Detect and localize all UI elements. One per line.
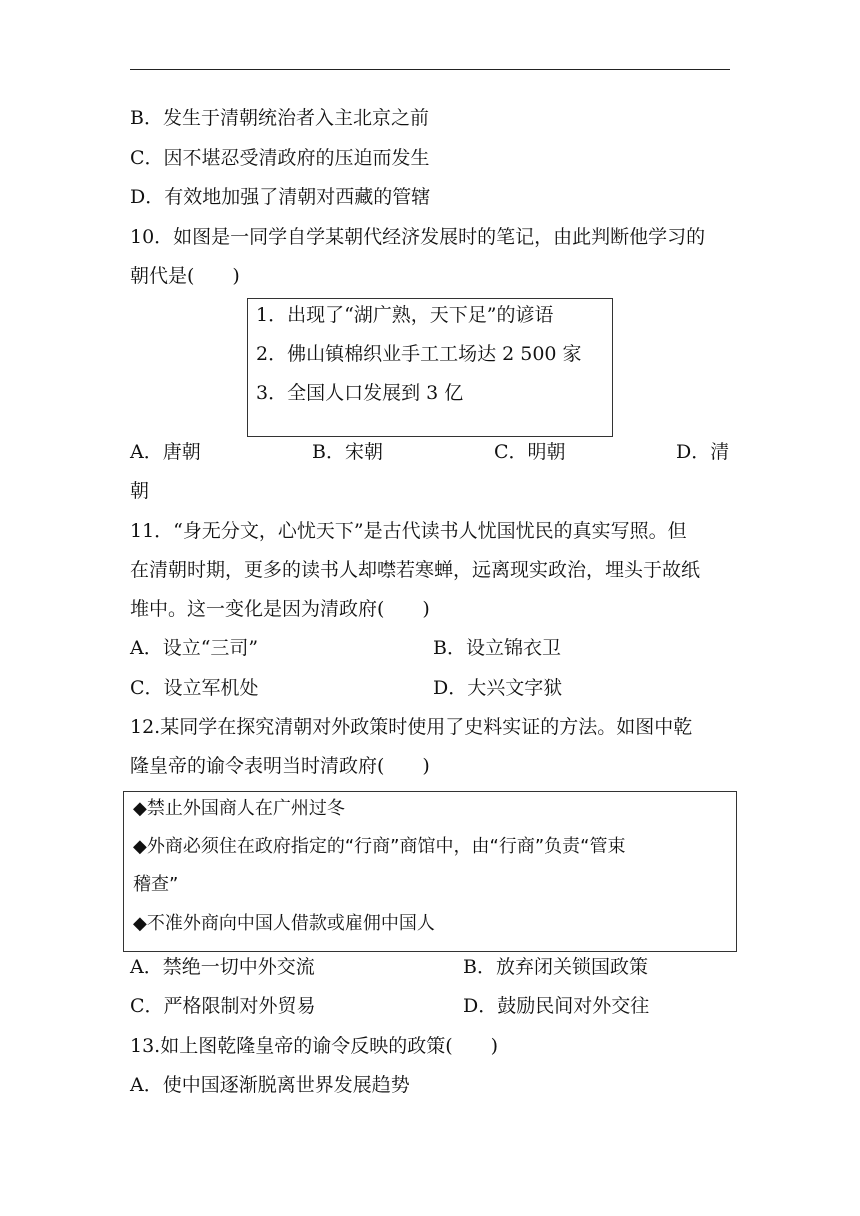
q12-decree-1: ◆禁止外国商人在广州过冬 — [133, 798, 345, 819]
header-rule — [130, 69, 730, 70]
q12-decree-2b: 稽查” — [133, 874, 179, 895]
q12-decree-box — [123, 791, 737, 952]
q11-option-d[interactable]: D．大兴文字狱 — [433, 677, 563, 699]
q12-decree-2a: ◆外商必须住在政府指定的“行商”商馆中，由“行商”负责“管束 — [133, 836, 626, 857]
q12-stem-line2: 隆皇帝的谕令表明当时清政府( ) — [130, 755, 430, 777]
q10-option-c[interactable]: C．明朝 — [494, 441, 566, 463]
q10-option-b[interactable]: B．宋朝 — [312, 441, 383, 463]
q9-option-b[interactable]: B．发生于清朝统治者入主北京之前 — [130, 107, 429, 129]
q12-stem-line1: 12.某同学在探究清朝对外政策时使用了史料实证的方法。如图中乾 — [130, 716, 693, 738]
q12-decree-3: ◆不准外商向中国人借款或雇佣中国人 — [133, 913, 435, 934]
q10-notes-box — [247, 298, 613, 437]
q10-note-2: 2．佛山镇棉织业手工工场达 2 500 家 — [256, 343, 582, 365]
q10-option-a[interactable]: A．唐朝 — [130, 441, 201, 463]
q11-option-b[interactable]: B．设立锦衣卫 — [433, 637, 561, 659]
q10-option-d[interactable]: D．清 — [676, 441, 730, 463]
q13-stem: 13.如上图乾隆皇帝的谕令反映的政策( ) — [130, 1035, 499, 1057]
q12-option-a[interactable]: A．禁绝一切中外交流 — [130, 956, 315, 978]
q9-option-d[interactable]: D．有效地加强了清朝对西藏的管辖 — [130, 186, 431, 208]
q10-stem-line2: 朝代是( ) — [130, 265, 240, 287]
q13-option-a[interactable]: A．使中国逐渐脱离世界发展趋势 — [130, 1074, 410, 1096]
q10-note-3: 3．全国人口发展到 3 亿 — [256, 382, 464, 404]
q9-option-c[interactable]: C．因不堪忍受清政府的压迫而发生 — [130, 147, 430, 169]
q11-stem-line1: 11．“身无分文，心忧天下”是古代读书人忧国忧民的真实写照。但 — [130, 520, 687, 542]
q12-option-d[interactable]: D．鼓励民间对外交往 — [463, 995, 650, 1017]
q10-stem-line1: 10．如图是一同学自学某朝代经济发展时的笔记，由此判断他学习的 — [130, 226, 706, 248]
q10-note-1: 1．出现了“湖广熟，天下足”的谚语 — [256, 304, 554, 326]
q12-option-c[interactable]: C．严格限制对外贸易 — [130, 995, 316, 1017]
q10-option-d-wrap: 朝 — [130, 480, 150, 502]
q11-stem-line2: 在清朝时期，更多的读书人却噤若寒蝉，远离现实政治，埋头于故纸 — [130, 559, 701, 581]
q12-option-b[interactable]: B．放弃闭关锁国政策 — [463, 956, 648, 978]
q11-option-a[interactable]: A．设立“三司” — [130, 637, 259, 659]
q11-option-c[interactable]: C．设立军机处 — [130, 677, 259, 699]
q11-stem-line3: 堆中。这一变化是因为清政府( ) — [130, 598, 430, 620]
